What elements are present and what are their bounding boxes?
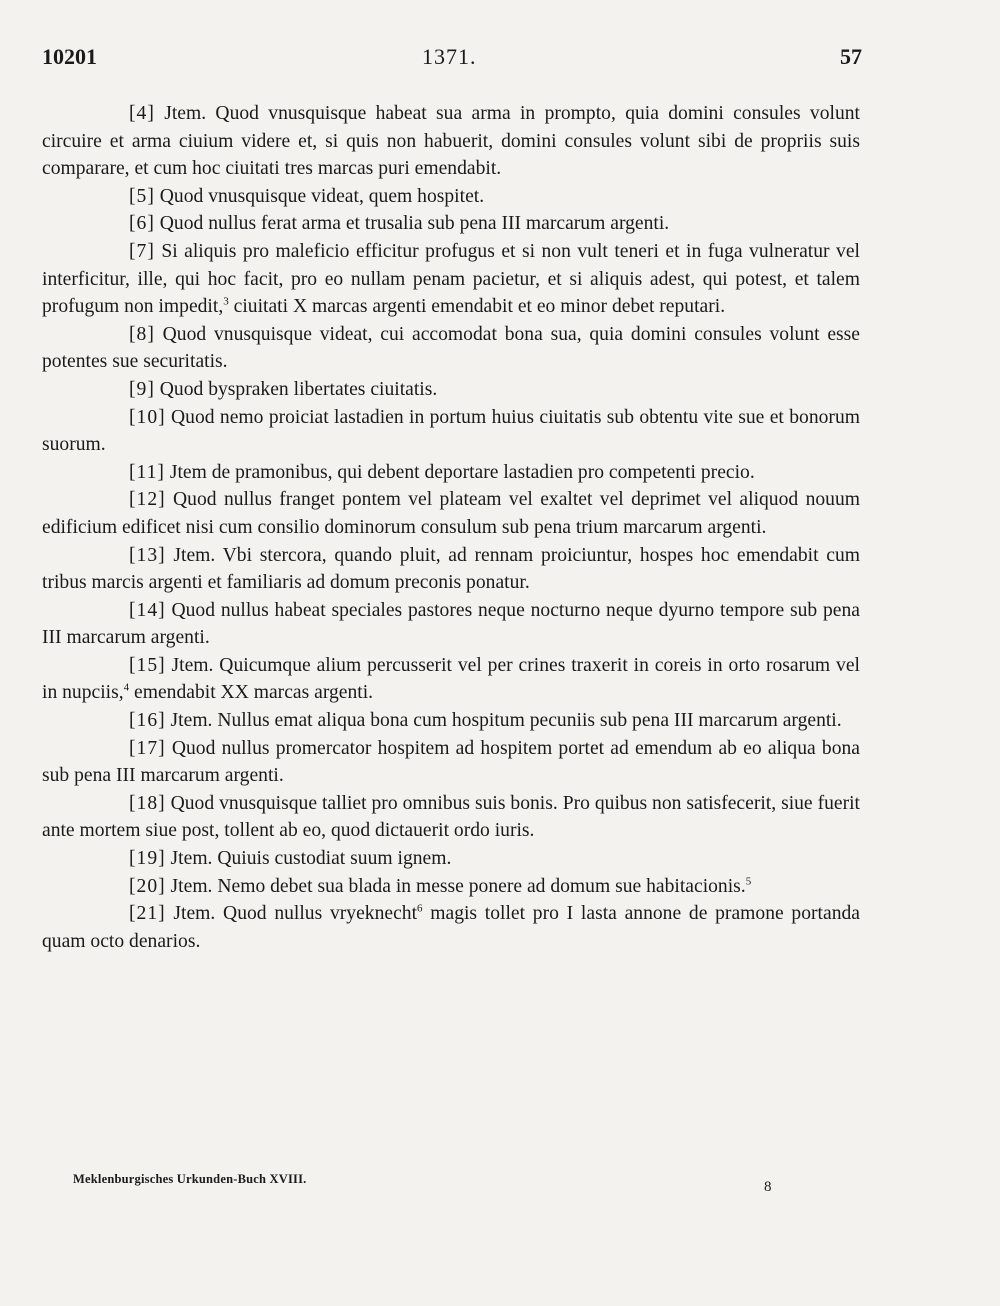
paragraph-mark: [10] xyxy=(129,406,166,428)
footnote-marker: 5 xyxy=(745,875,752,888)
signature-mark: 8 xyxy=(764,1179,772,1195)
paragraph-text: Quod nullus ferat arma et trusalia sub pena III marcarum argenti. xyxy=(154,213,670,235)
paragraph xyxy=(42,238,860,321)
paragraph xyxy=(42,652,860,707)
footnote-marker: 6 xyxy=(417,902,423,915)
paragraph xyxy=(42,900,860,955)
paragraph xyxy=(42,376,860,404)
paragraph-mark: [19] xyxy=(129,848,166,870)
paragraph-text: Quod nemo proiciat lastadien in portum huius ciuitatis sub obtentu vite sue et bonorum suorum. xyxy=(42,406,860,456)
paragraph-mark: [21] xyxy=(129,903,166,925)
paragraph-text: Jtem. Quicumque alium percusserit vel per crines traxerit in coreis in orto rosarum vel in nupciis, xyxy=(42,654,860,704)
paragraph xyxy=(42,210,860,238)
paragraph-text: Quod vnusquisque videat, cui accomodat bona sua, quia domini consules volunt esse potentes sue securitatis. xyxy=(42,323,860,373)
footnote-marker: 3 xyxy=(223,295,229,308)
paragraph-mark: [8] xyxy=(129,323,155,345)
paragraph xyxy=(42,845,860,873)
paragraph-text: Jtem. Nullus emat aliqua bona cum hospitum pecuniis sub pena III marcarum argenti. xyxy=(165,710,842,732)
paragraph-text: Jtem. Quod nullus vryeknecht xyxy=(165,903,418,925)
paragraph xyxy=(42,873,860,901)
paragraph-mark: [6] xyxy=(129,213,155,235)
paragraph-mark: [17] xyxy=(129,737,166,759)
paragraph-text: Quod byspraken libertates ciuitatis. xyxy=(154,378,438,400)
paragraph-mark: [20] xyxy=(129,875,166,897)
paragraph-mark: [11] xyxy=(129,461,165,483)
paragraph-mark: [5] xyxy=(129,185,155,207)
paragraph-mark: [14] xyxy=(129,599,166,621)
paragraph xyxy=(42,183,860,211)
document-number: 10201 xyxy=(42,44,97,69)
paragraph-text: Jtem de pramonibus, qui debent deportare lastadien pro competenti precio. xyxy=(164,461,755,483)
document-body xyxy=(42,100,860,955)
paragraph-text: Quod nullus promercator hospitem ad hospitem portet ad emendum ab eo aliqua bona sub pena III marcarum argenti. xyxy=(42,737,860,787)
paragraph xyxy=(42,486,860,541)
paragraph xyxy=(42,790,860,845)
paragraph-mark: [13] xyxy=(129,544,166,566)
paragraph xyxy=(42,597,860,652)
paragraph xyxy=(42,321,860,376)
source-footer: Meklenburgisches Urkunden-Buch XVIII. xyxy=(73,1172,307,1186)
paragraph xyxy=(42,707,860,735)
paragraph-text-continued: emendabit XX marcas argenti. xyxy=(129,682,374,704)
document-year: 1371. xyxy=(422,44,477,69)
paragraph-text: Jtem. Quiuis custodiat suum ignem. xyxy=(165,848,452,870)
paragraph xyxy=(42,100,860,183)
paragraph-text: Quod vnusquisque videat, quem hospitet. xyxy=(154,185,485,207)
paragraph-text: Jtem. Quod vnusquisque habeat sua arma in prompto, quia domini consules volunt circuire et arma ciuium videre et, si quis non habuerit, domini consules volunt sibi de propriis suis comparare, et cum hoc ciuitati tres marcas puri emendabit. xyxy=(42,103,860,180)
paragraph-mark: [16] xyxy=(129,710,166,732)
paragraph-mark: [9] xyxy=(129,378,155,400)
paragraph-text: Quod nullus franget pontem vel plateam vel exaltet vel deprimet vel aliquod nouum edificium edificet nisi cum consilio dominorum consulum sub pena trium marcarum argenti. xyxy=(42,489,860,538)
page-number: 57 xyxy=(840,44,862,69)
paragraph-text: Si aliquis pro maleficio efficitur profugus et si non vult teneri et in fuga vulneratur vel interficitur, ille, qui hoc facit, pro eo nullam penam pacietur, et si aliquis adest, qui potest, et talem profugum non impedit, xyxy=(42,240,860,318)
paragraph-text: Jtem. Vbi stercora, quando pluit, ad rennam proiciuntur, hospes hoc emendabit cum tribus marcis argenti et familiaris ad domum preconis ponatur. xyxy=(42,544,860,594)
paragraph-text: Jtem. Nemo debet sua blada in messe ponere ad domum sue habitacionis. xyxy=(165,875,746,897)
paragraph-text-continued: magis tollet pro I lasta annone de pramone portanda quam octo denarios. xyxy=(42,903,860,952)
paragraph-mark: [7] xyxy=(129,240,155,262)
paragraph xyxy=(42,735,860,790)
paragraph-mark: [4] xyxy=(129,103,155,124)
paragraph-mark: [12] xyxy=(129,489,166,511)
paragraph xyxy=(42,542,860,597)
footnote-marker: 4 xyxy=(123,681,130,694)
paragraph-mark: [15] xyxy=(129,654,166,676)
page-header xyxy=(42,44,862,74)
paragraph-mark: [18] xyxy=(129,792,166,814)
paragraph-text: Quod vnusquisque talliet pro omnibus suis bonis. Pro quibus non satisfecerit, siue fuerit ante mortem siue post, tollent ab eo, quod dictauerit ordo iuris. xyxy=(42,792,860,842)
paragraph-text: Quod nullus habeat speciales pastores neque nocturno neque dyurno tempore sub pena III marcarum argenti. xyxy=(42,599,860,649)
paragraph-text-continued: ciuitati X marcas argenti emendabit et eo minor debet reputari. xyxy=(228,296,726,318)
paragraph xyxy=(42,404,860,459)
paragraph xyxy=(42,459,860,487)
